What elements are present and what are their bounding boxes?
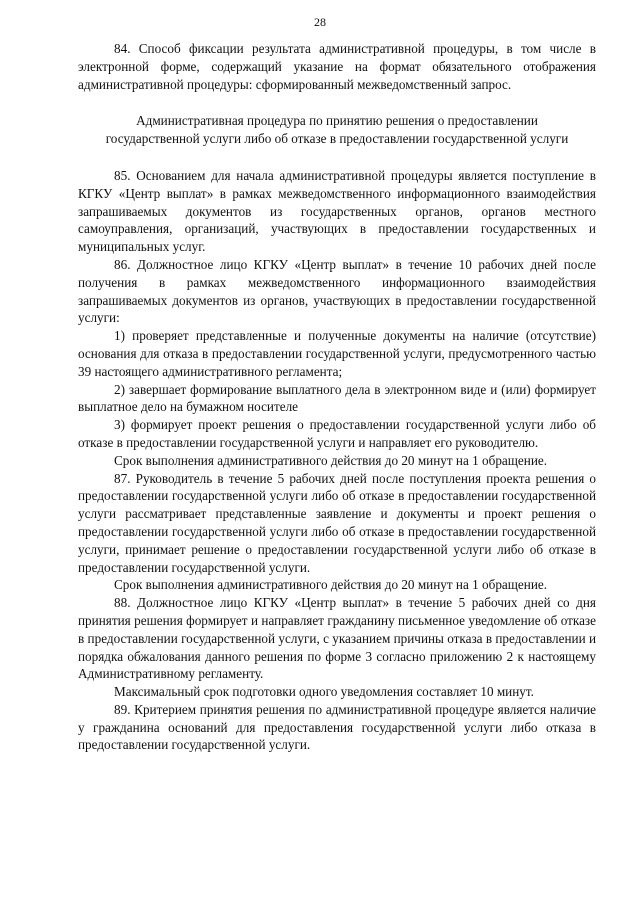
deadline-note-2: Срок выполнения административного действия до 20 минут на 1 обращение. — [114, 577, 548, 593]
paragraph-88: 88. Должностное лицо КГКУ «Центр выплат» в течение 5 рабочих дней со дня принятия решения формирует и направляет гражданину письменное уведомление об отказе в предоставлении государственной услуги, с указанием причины отказа в предоставлении и порядка обжалования данного решения по форме 3 согласно приложению 2 к настоящему Административному регламенту. — [78, 595, 596, 682]
paragraph-86: 86. Должностное лицо КГКУ «Центр выплат» в течение 10 рабочих дней после получения в рамках межведомственного информационного взаимодействия запрашиваемых документов из органов, участвующих в предоставлении государственной услуги: — [78, 256, 596, 326]
paragraph-85: 85. Основанием для начала административной процедуры является поступление в КГКУ «Центр выплат» в рамках межведомственного информационного взаимодействия запрашиваемых документов из государственных органов, органов местного самоуправления, организаций, участвующих в предоставлении государственных и муниципальных услуг. — [78, 167, 596, 255]
paragraph-87: 87. Руководитель в течение 5 рабочих дней после поступления проекта решения о предоставлении государственной услуги либо об отказе в предоставлении государственной услуги рассматривает представленные заявление и документы и проект решения о предоставлении государственной услуги либо об отказе в предоставлении государственной услуги, принимает решение о предоставлении государственной услуги либо об отказе в предоставлении государственной услуги. — [78, 470, 596, 575]
page-number: 28 — [314, 15, 326, 29]
section-heading: Административная процедура по принятию решения о предоставлении государственной услуги либо об отказе в предоставлении государственной услуги — [105, 113, 569, 147]
list-item-1: 1) проверяет представленные и полученные документы на наличие (отсутствие) основания для отказа в предоставлении государственной услуги, предусмотренного частью 39 настоящего административного регламента; — [78, 328, 596, 379]
deadline-note-1: Срок выполнения административного действия до 20 минут на 1 обращение. — [114, 452, 548, 468]
paragraph-84: 84. Способ фиксации результата административной процедуры, в том числе в электронной форме, содержащий указание на формат обязательного отображения административной процедуры: сформированный межведомственный запрос. — [78, 41, 596, 92]
list-item-2: 2) завершает формирование выплатного дела в электронном виде и (или) формирует выплатное дело на бумажном носителе — [78, 381, 596, 415]
list-item-3: 3) формирует проект решения о предоставлении государственной услуги либо об отказе в предоставлении государственной услуги и направляет его руководителю. — [78, 417, 596, 450]
deadline-note-3: Максимальный срок подготовки одного уведомления составляет 10 минут. — [114, 684, 534, 700]
document-body — [78, 40, 596, 754]
paragraph-89: 89. Критерием принятия решения по административной процедуре является наличие у гражданина оснований для предоставления государственной услуги либо отказа в предоставлении государственной услуги. — [78, 701, 596, 753]
